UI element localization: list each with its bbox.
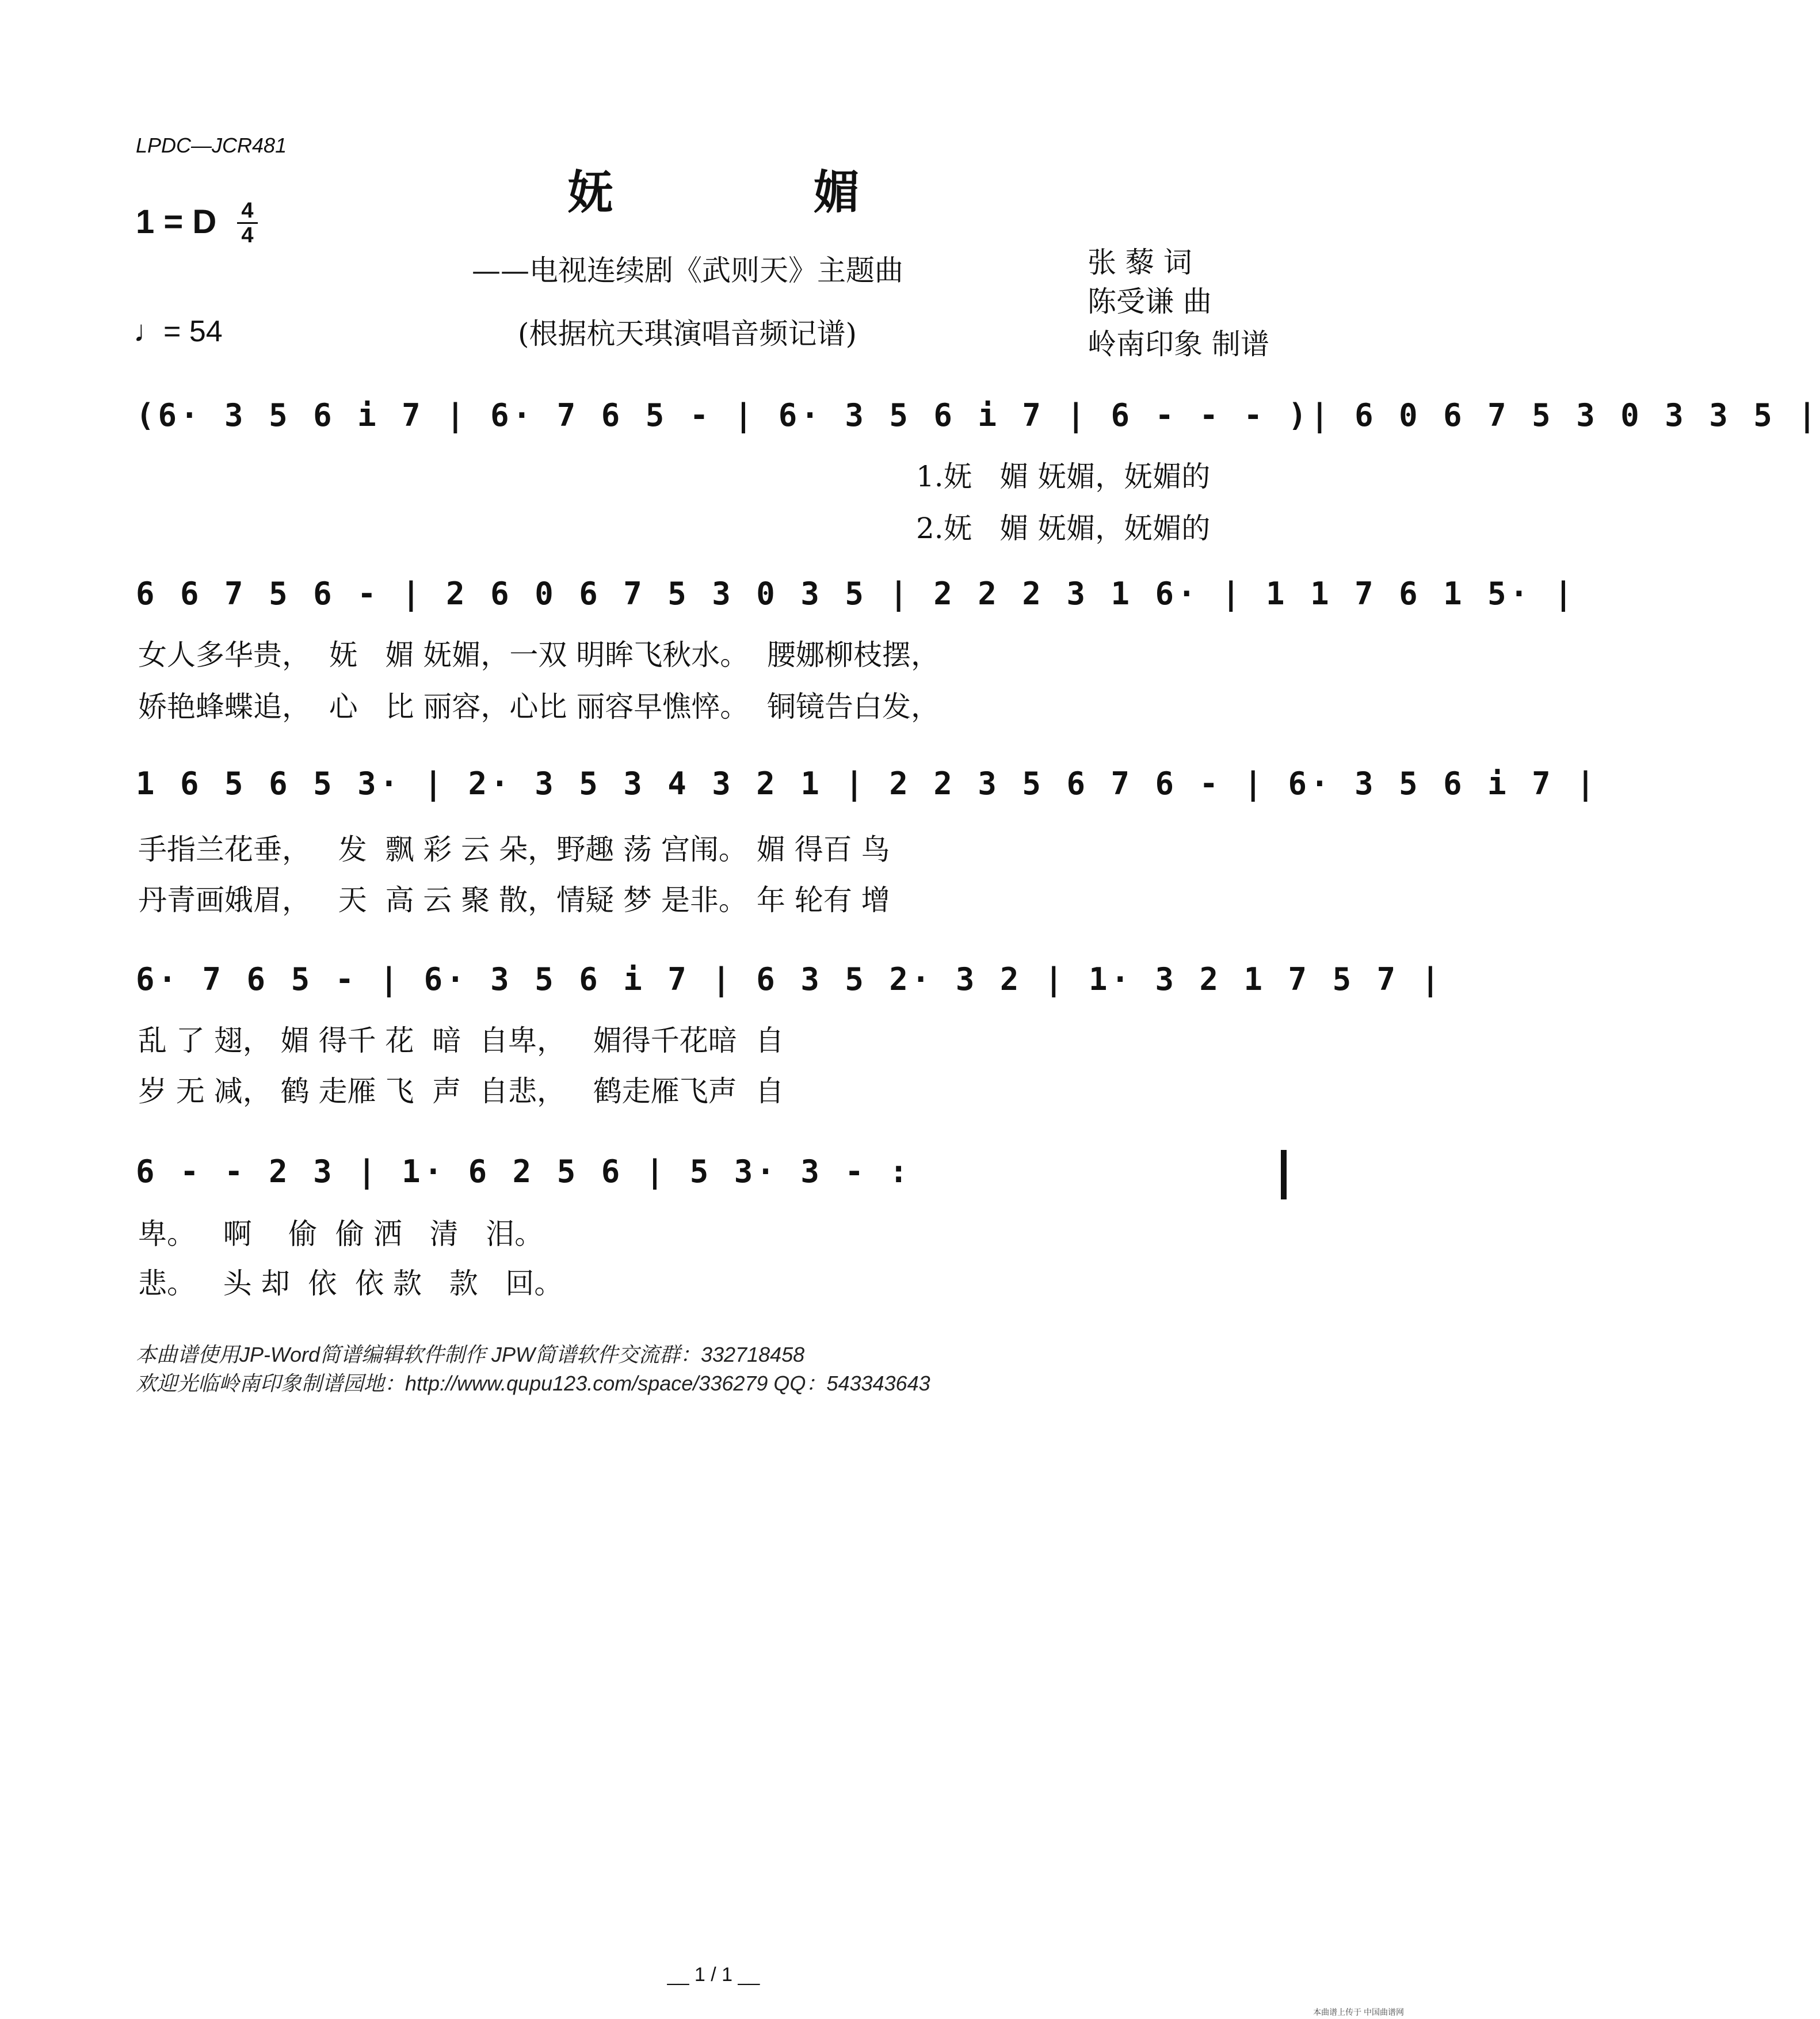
tempo-marking: ♩= 54 bbox=[133, 315, 223, 348]
time-signature bbox=[237, 199, 258, 247]
score-row-5-notes: 6 - - 2 3 | 1· 6 2 5 6 | 5 3· 3 - : bbox=[136, 1153, 911, 1190]
song-title: 妩 媚 bbox=[567, 165, 952, 219]
meter-bottom: 4 bbox=[237, 222, 258, 247]
footer-software-note: 本曲谱使用JP-Word简谱编辑软件制作 JPW简谱软件交流群：332718458 bbox=[136, 1343, 805, 1366]
score-code: LPDC—JCR481 bbox=[136, 134, 287, 157]
upload-stamp: 本曲谱上传于 中国曲谱网 bbox=[1313, 2007, 1404, 2017]
source-note: (根据杭天琪演唱音频记谱) bbox=[518, 317, 857, 351]
score-row-1-notes: (6· 3 5 6 i 7 | 6· 7 6 5 - | 6· 3 5 6 i 7 | 6 - - - )| 6 0 6 7 5 3 0 3 3 5 | bbox=[136, 397, 1820, 433]
composer-credit: 陈受谦 曲 bbox=[1088, 285, 1212, 318]
meter-top: 4 bbox=[241, 199, 254, 223]
repeat-end-barline bbox=[1281, 1150, 1287, 1199]
score-row-3-notes: 1 6 5 6 5 3· | 2· 3 5 3 4 3 2 1 | 2 2 3 5 6 7 6 - | 6· 3 5 6 i 7 | bbox=[136, 765, 1598, 802]
lyricist-credit: 张 藜 词 bbox=[1088, 246, 1192, 279]
score-row-2-lyrics-verse2: 娇艳蜂蝶追， 心 比 丽容，心比 丽容早憔悴。 铜镜告白发， bbox=[138, 690, 940, 723]
score-row-2-lyrics-verse1: 女人多华贵， 妩 媚 妩媚，一双 明眸飞秋水。 腰娜柳枝摆， bbox=[138, 638, 940, 672]
score-row-1-lyrics-verse1: 1.妩 媚 妩媚，妩媚的 bbox=[916, 460, 1211, 493]
score-row-5-lyrics-verse1: 卑。 啊 偷 偷 洒 清 泪。 bbox=[138, 1217, 544, 1251]
page-number: __ 1 / 1 __ bbox=[667, 1964, 760, 1986]
score-row-3-lyrics-verse2: 丹青画娥眉， 天 高 云 聚 散，情疑 梦 是非。 年 轮有 增 bbox=[138, 883, 890, 917]
key-signature: 1 = D bbox=[136, 203, 217, 241]
score-row-4-lyrics-verse1: 乱 了 翅， 媚 得千 花 暗 自卑， 媚得千花暗 自 bbox=[138, 1024, 784, 1057]
score-row-4-notes: 6· 7 6 5 - | 6· 3 5 6 i 7 | 6 3 5 2· 3 2 | 1· 3 2 1 7 5 7 | bbox=[136, 961, 1444, 997]
score-row-4-lyrics-verse2: 岁 无 减， 鹤 走雁 飞 声 自悲， 鹤走雁飞声 自 bbox=[138, 1075, 784, 1108]
score-row-2-notes: 6 6 7 5 6 - | 2 6 0 6 7 5 3 0 3 5 | 2 2 2 3 1 6· | 1 1 7 6 1 5· | bbox=[136, 576, 1577, 612]
score-row-1-lyrics-verse2: 2.妩 媚 妩媚，妩媚的 bbox=[916, 512, 1211, 545]
subtitle: ——电视连续剧《武则天》主题曲 bbox=[472, 254, 903, 287]
score-row-3-lyrics-verse1: 手指兰花垂， 发 飘 彩 云 朵，野趣 荡 宫闱。 媚 得百 鸟 bbox=[138, 833, 890, 866]
score-row-5-lyrics-verse2: 悲。 头 却 依 依 款 款 回。 bbox=[138, 1267, 563, 1300]
arranger-credit: 岭南印象 制谱 bbox=[1088, 327, 1269, 361]
footer-website-note: 欢迎光临岭南印象制谱园地：http://www.qupu123.com/space/336279 QQ：543343643 bbox=[136, 1372, 930, 1395]
